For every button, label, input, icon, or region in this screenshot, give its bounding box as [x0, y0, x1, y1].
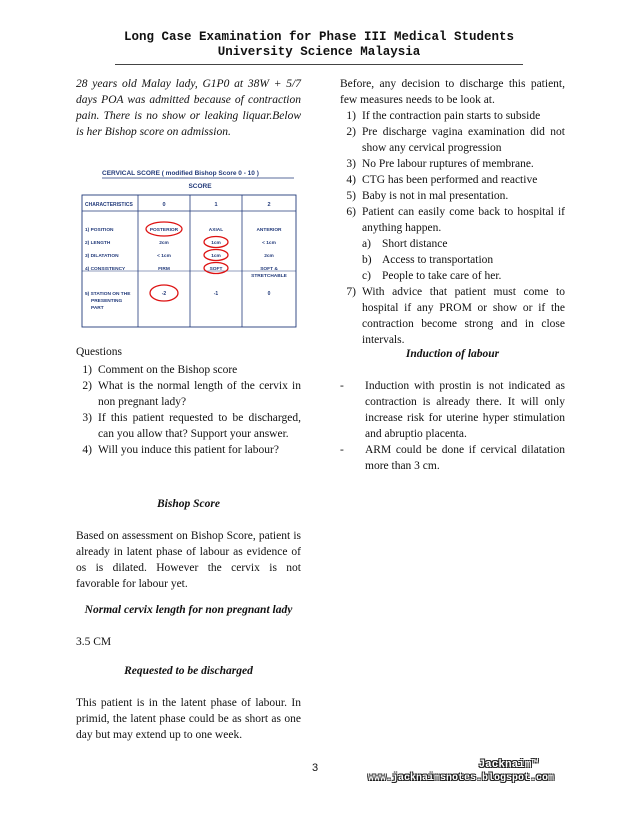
- figure-cell: -2: [161, 291, 167, 297]
- measure-item: [340, 284, 565, 348]
- measure-item: [340, 108, 565, 124]
- induction-heading: Induction of labour: [405, 348, 500, 360]
- figure-cell: < 1cm: [262, 241, 276, 246]
- measure-number: 2): [346, 126, 356, 138]
- figure-cell: SOFT: [209, 267, 223, 272]
- question-number: 2): [82, 380, 92, 392]
- figure-row-label: PART: [91, 306, 104, 311]
- figure-cell: 2cm: [264, 254, 274, 259]
- brand-watermark: [368, 759, 555, 785]
- questions-title: Questions: [76, 346, 122, 358]
- question-item: [76, 442, 301, 458]
- left-column-intro: [76, 76, 301, 140]
- figure-row-label: 3) DILATATION: [85, 254, 119, 259]
- figure-cell: FIRM: [158, 267, 170, 272]
- discharge-measures-intro: Before, any decision to discharge this patient, few measures needs to be look at.: [340, 78, 565, 106]
- figure-row-label: 1) POSITION: [85, 228, 114, 233]
- question-text: Comment on the Bishop score: [98, 364, 238, 376]
- sub-item-text: Short distance: [382, 238, 448, 250]
- measure-item: [340, 172, 565, 188]
- figure-row-label: PRESENTING: [91, 299, 123, 304]
- figure-cell: SOFT &: [260, 267, 278, 272]
- measure-text: With advice that patient must come to hospital if any PROM or show or if the contraction become strong and in close intervals.: [362, 286, 565, 346]
- question-number: 1): [82, 364, 92, 376]
- measure-number: 1): [346, 110, 356, 122]
- induction-item: [330, 442, 565, 474]
- brand-name: Jacknaim™: [478, 759, 538, 771]
- figure-cell: 1cm: [211, 254, 221, 259]
- sub-item-letter: c): [362, 270, 371, 282]
- figure-cell: ANTERIOR: [256, 228, 282, 233]
- question-number: 4): [82, 444, 92, 456]
- question-item: [76, 362, 301, 378]
- figure-title: CERVICAL SCORE ( modified Bishop Score 0 - 10 ): [102, 170, 259, 177]
- induction-bullet: -: [340, 444, 344, 456]
- measure-text: CTG has been performed and reactive: [362, 174, 538, 186]
- measure-item: [340, 188, 565, 204]
- bishop-score-text: Based on assessment on Bishop Score, patient is already in latent phase of labour as evidence of os is dilated. However the cervix is not favorable for labour yet.: [76, 530, 301, 590]
- figure-cell: AXIAL: [208, 228, 224, 233]
- figure-row-label: 4) CONSISTENCY: [85, 267, 126, 272]
- measure-item: [340, 156, 565, 172]
- bishop-score-table: [80, 163, 300, 331]
- question-text: Will you induce this patient for labour?: [98, 444, 279, 456]
- sub-item-text: People to take care of her.: [382, 270, 502, 282]
- right-column: [340, 76, 565, 348]
- question-text: What is the normal length of the cervix in non pregnant lady?: [98, 380, 301, 408]
- figure-col-header: 2: [267, 202, 271, 208]
- figure-col-header: 0: [162, 202, 166, 208]
- header-title-line-1: Long Case Examination for Phase III Medical Students: [123, 30, 515, 44]
- measure-sub-list: [340, 236, 565, 284]
- induction-text: ARM could be done if cervical dilatation more than 3 cm.: [365, 444, 565, 472]
- figure-row-label: 2) LENGTH: [85, 241, 111, 246]
- question-item: [76, 410, 301, 442]
- figure-score-header: SCORE: [188, 183, 212, 190]
- induction-bullet: -: [340, 380, 344, 392]
- header-divider: [115, 64, 523, 65]
- measure-text: If the contraction pain starts to subside: [362, 110, 541, 122]
- measure-sub-item: [362, 236, 565, 252]
- bishop-score-figure: [80, 163, 300, 331]
- discharge-heading: Requested to be discharged: [124, 665, 253, 677]
- figure-cell: 1cm: [211, 241, 221, 246]
- measure-text: Pre discharge vagina examination did not show any cervical progression: [362, 126, 565, 154]
- bishop-score-heading: Bishop Score: [157, 498, 220, 510]
- normal-length-value: 3.5 CM: [76, 636, 112, 648]
- document-header: [0, 30, 638, 60]
- sub-item-letter: b): [362, 254, 372, 266]
- figure-cell: POSTERIOR: [149, 228, 179, 233]
- measure-text: No Pre labour ruptures of membrane.: [362, 158, 534, 170]
- figure-cell: 2cm: [159, 241, 169, 246]
- measure-number: 4): [346, 174, 356, 186]
- measure-number: 5): [346, 190, 356, 202]
- measure-number: 6): [346, 206, 356, 218]
- page-number: 3: [312, 762, 319, 774]
- figure-col-header: CHARACTERISTICS: [85, 202, 133, 208]
- figure-col-header: 1: [214, 202, 218, 208]
- case-intro: 28 years old Malay lady, G1P0 at 38W + 5/7 days POA was admitted because of contraction pain. There is no show or leaking liquar.Below is her Bishop score on admission.: [76, 78, 301, 138]
- measure-item: [340, 124, 565, 156]
- measure-number: 7): [346, 286, 356, 298]
- measure-number: 3): [346, 158, 356, 170]
- measure-item: [340, 204, 565, 236]
- figure-cell: < 1cm: [157, 254, 171, 259]
- measure-text: Patient can easily come back to hospital if anything happen.: [362, 206, 565, 234]
- figure-row-label: 5) STATION ON THE: [85, 292, 131, 297]
- measure-sub-item: [362, 252, 565, 268]
- normal-length-heading: Normal cervix length for non pregnant lady: [84, 604, 293, 616]
- figure-cell: STRETCHABLE: [251, 274, 287, 279]
- question-number: 3): [82, 412, 92, 424]
- question-text: If this patient requested to be discharged, can you allow that? Support your answer.: [98, 412, 301, 440]
- brand-url: www.jacknaimsnotes.blogspot.com: [368, 773, 555, 784]
- measure-text: Baby is not in mal presentation.: [362, 190, 509, 202]
- questions-list: [76, 362, 301, 458]
- question-item: [76, 378, 301, 410]
- measure-sub-item: [362, 268, 565, 284]
- discharge-text: This patient is in the latent phase of labour. In primid, the latent phase could be as short as one day but may extend up to one week.: [76, 697, 301, 741]
- sub-item-letter: a): [362, 238, 371, 250]
- induction-list: [330, 378, 565, 474]
- induction-item: [330, 378, 565, 442]
- figure-cell: 0: [267, 291, 271, 297]
- induction-text: Induction with prostin is not indicated as contraction is already there. It will only increase risk for uterine hyper stimulation and abruptio placenta.: [365, 380, 565, 440]
- figure-cell: -1: [213, 291, 219, 297]
- header-title-line-2: University Science Malaysia: [217, 45, 421, 59]
- sub-item-text: Access to transportation: [382, 254, 494, 266]
